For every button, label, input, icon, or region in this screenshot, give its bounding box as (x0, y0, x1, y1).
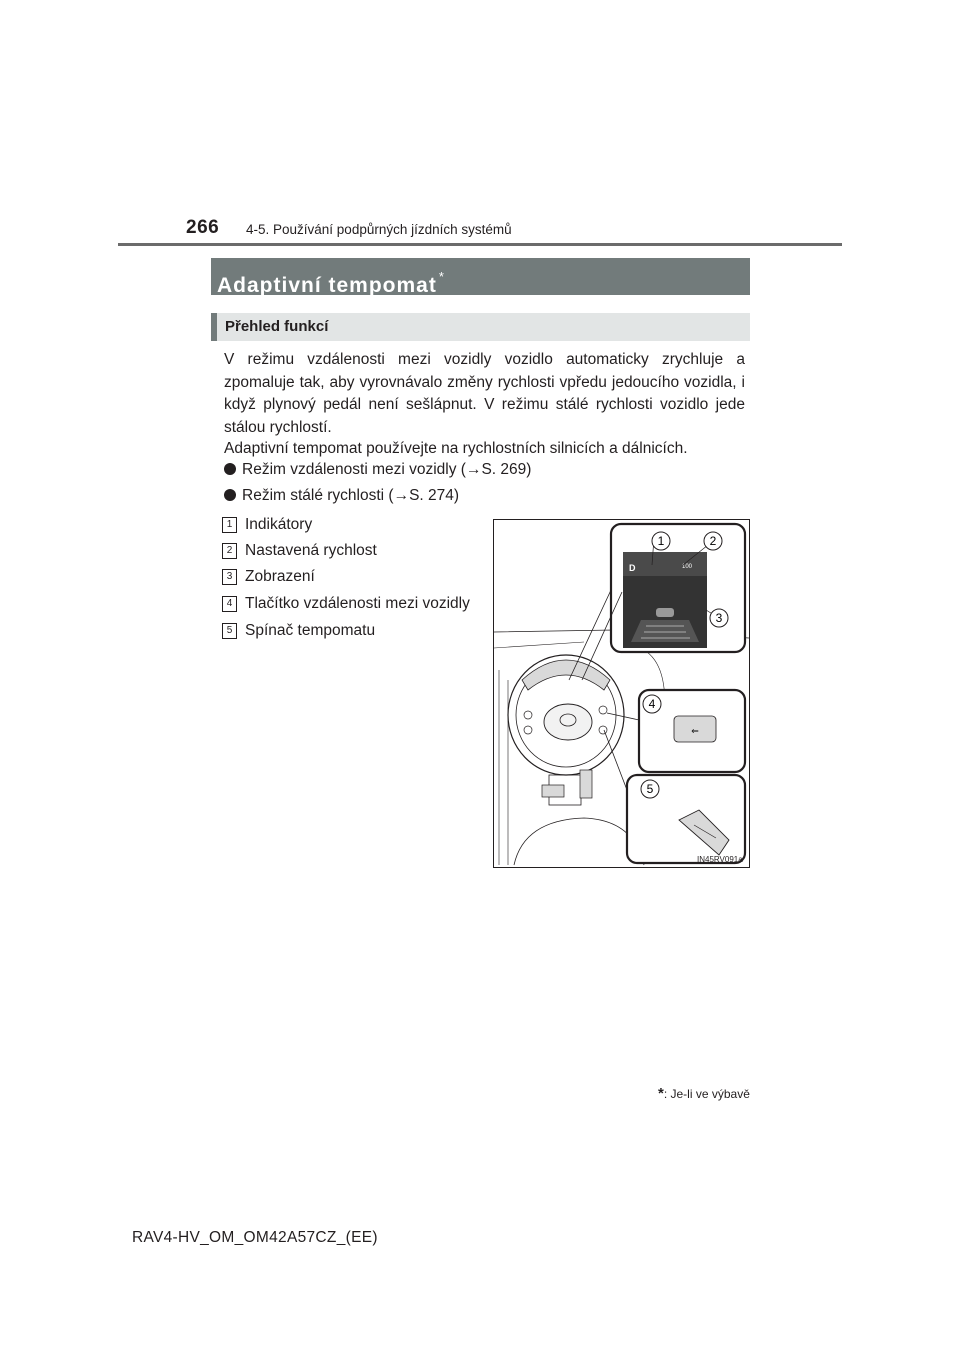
set-speed: 100 (682, 564, 693, 570)
legend-item-2 (222, 542, 377, 560)
legend-label: Indikátory (245, 516, 313, 533)
section-title: Adaptivní tempomat (217, 274, 437, 297)
intro-paragraph: V režimu vzdálenosti mezi vozidly vozidlo automaticky zrychluje a zpomaluje tak, aby vyrovnávalo změny rychlosti vpředu jedoucího vozidla, i když plynový pedál není sešlápnut. V režimu stálé rychlosti vozidlo jede stálou rychlostí. (224, 351, 745, 436)
chapter-title: 4-5. Používání podpůrných jízdních systémů (246, 222, 512, 237)
bullet-text: Režim vzdálenosti mezi vozidly (→S. 269) (242, 461, 532, 478)
callout-1: 1 (657, 534, 665, 548)
legend-item-4 (222, 595, 470, 613)
cockpit-illustration (493, 519, 750, 868)
bullet-text: Režim stálé rychlosti (→S. 274) (242, 487, 460, 504)
callout-3: 3 (715, 611, 723, 625)
callout-2: 2 (709, 534, 717, 548)
footnote-marker: * (658, 1085, 664, 1102)
optional-marker: * (438, 269, 445, 284)
bullet-dot (224, 489, 236, 501)
legend-item-1 (222, 516, 312, 534)
document-id: RAV4-HV_OM_OM42A57CZ_(EE) (132, 1229, 378, 1246)
gear-indicator: D (629, 563, 636, 573)
legend-number: 3 (222, 569, 237, 585)
subsection-title: Přehled funkcí (211, 313, 750, 341)
bullet-item (224, 461, 531, 479)
callout-4: 4 (648, 697, 656, 711)
footnote-text: : Je-li ve výbavě (663, 1087, 750, 1101)
footnote (658, 1085, 750, 1102)
callout-5: 5 (646, 782, 654, 796)
distance-button-icon: ⇐ (691, 727, 699, 737)
bullet-dot (224, 463, 236, 475)
figure-code: IN45RV091a (697, 855, 743, 864)
legend-number: 2 (222, 543, 237, 559)
legend-item-5 (222, 622, 375, 640)
section-title-bar (211, 258, 750, 295)
legend-item-3 (222, 568, 315, 586)
legend-number: 1 (222, 517, 237, 533)
legend-number: 4 (222, 596, 237, 612)
cockpit-drawing (494, 520, 749, 867)
bullet-item (224, 487, 459, 505)
legend-label: Spínač tempomatu (245, 622, 376, 639)
legend-label: Tlačítko vzdálenosti mezi vozidly (245, 595, 470, 612)
legend-label: Zobrazení (245, 568, 315, 585)
page-number: 266 (186, 217, 220, 238)
legend-label: Nastavená rychlost (245, 542, 377, 559)
legend-number: 5 (222, 623, 237, 639)
usage-paragraph: Adaptivní tempomat používejte na rychlostních silnicích a dálnicích. (224, 440, 688, 457)
header-rule (118, 243, 842, 246)
